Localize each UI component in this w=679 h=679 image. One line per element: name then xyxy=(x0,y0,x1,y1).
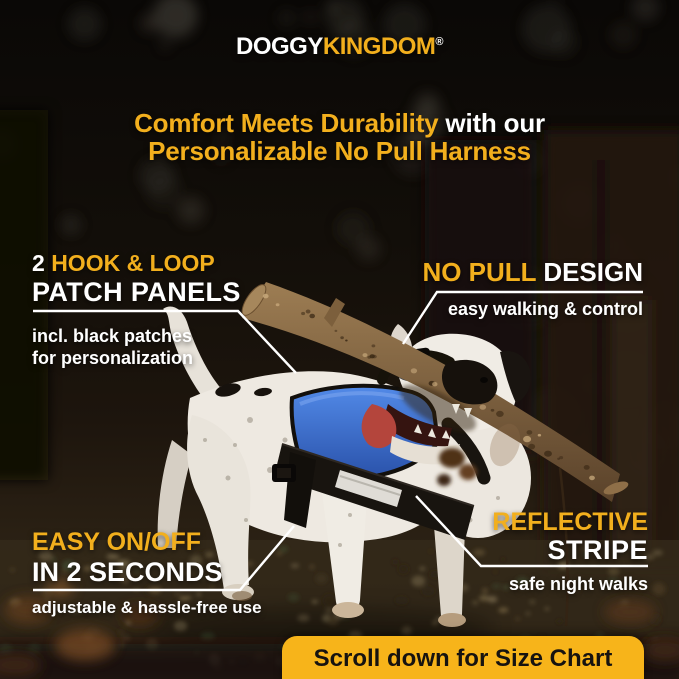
callout-reflective xyxy=(492,509,648,595)
size-chart-banner-label: Scroll down for Size Chart xyxy=(313,645,613,672)
callout-reflective-title-1: REFLECTIVE xyxy=(492,508,648,536)
callout-hook-loop xyxy=(32,250,241,369)
headline-with-our: with our xyxy=(438,108,545,138)
callout-hook-loop-subtext: incl. black patches for personalization xyxy=(32,326,194,368)
callout-easy-onoff xyxy=(32,527,262,618)
callout-no-pull xyxy=(422,258,643,320)
callout-easy-onoff-title-1: EASY ON/OFF xyxy=(32,528,202,556)
headline-durability: Comfort Meets Durability xyxy=(134,108,439,138)
headline-line-1 xyxy=(0,109,679,137)
callout-hook-loop-title-1: 2 HOOK & LOOP xyxy=(32,250,215,276)
callout-easy-onoff-title-2: IN 2 SECONDS xyxy=(32,557,223,587)
brand-logo-doggy: DOGGY xyxy=(236,33,323,60)
size-chart-banner[interactable] xyxy=(282,636,644,679)
callout-hook-loop-title-2: PATCH PANELS xyxy=(32,277,241,307)
callout-easy-onoff-subtext: adjustable & hassle-free use xyxy=(32,598,262,617)
registered-mark: ® xyxy=(435,36,443,48)
headline xyxy=(0,109,679,165)
callout-no-pull-title: NO PULL DESIGN xyxy=(422,257,643,287)
callout-reflective-subtext: safe night walks xyxy=(508,574,648,594)
brand-logo-kingdom: KINGDOM xyxy=(322,33,436,60)
callout-reflective-title-2: STRIPE xyxy=(547,535,648,565)
headline-line-2: Personalizable No Pull Harness xyxy=(148,136,531,166)
callout-no-pull-subtext: easy walking & control xyxy=(447,299,643,319)
brand-logo xyxy=(0,33,679,61)
